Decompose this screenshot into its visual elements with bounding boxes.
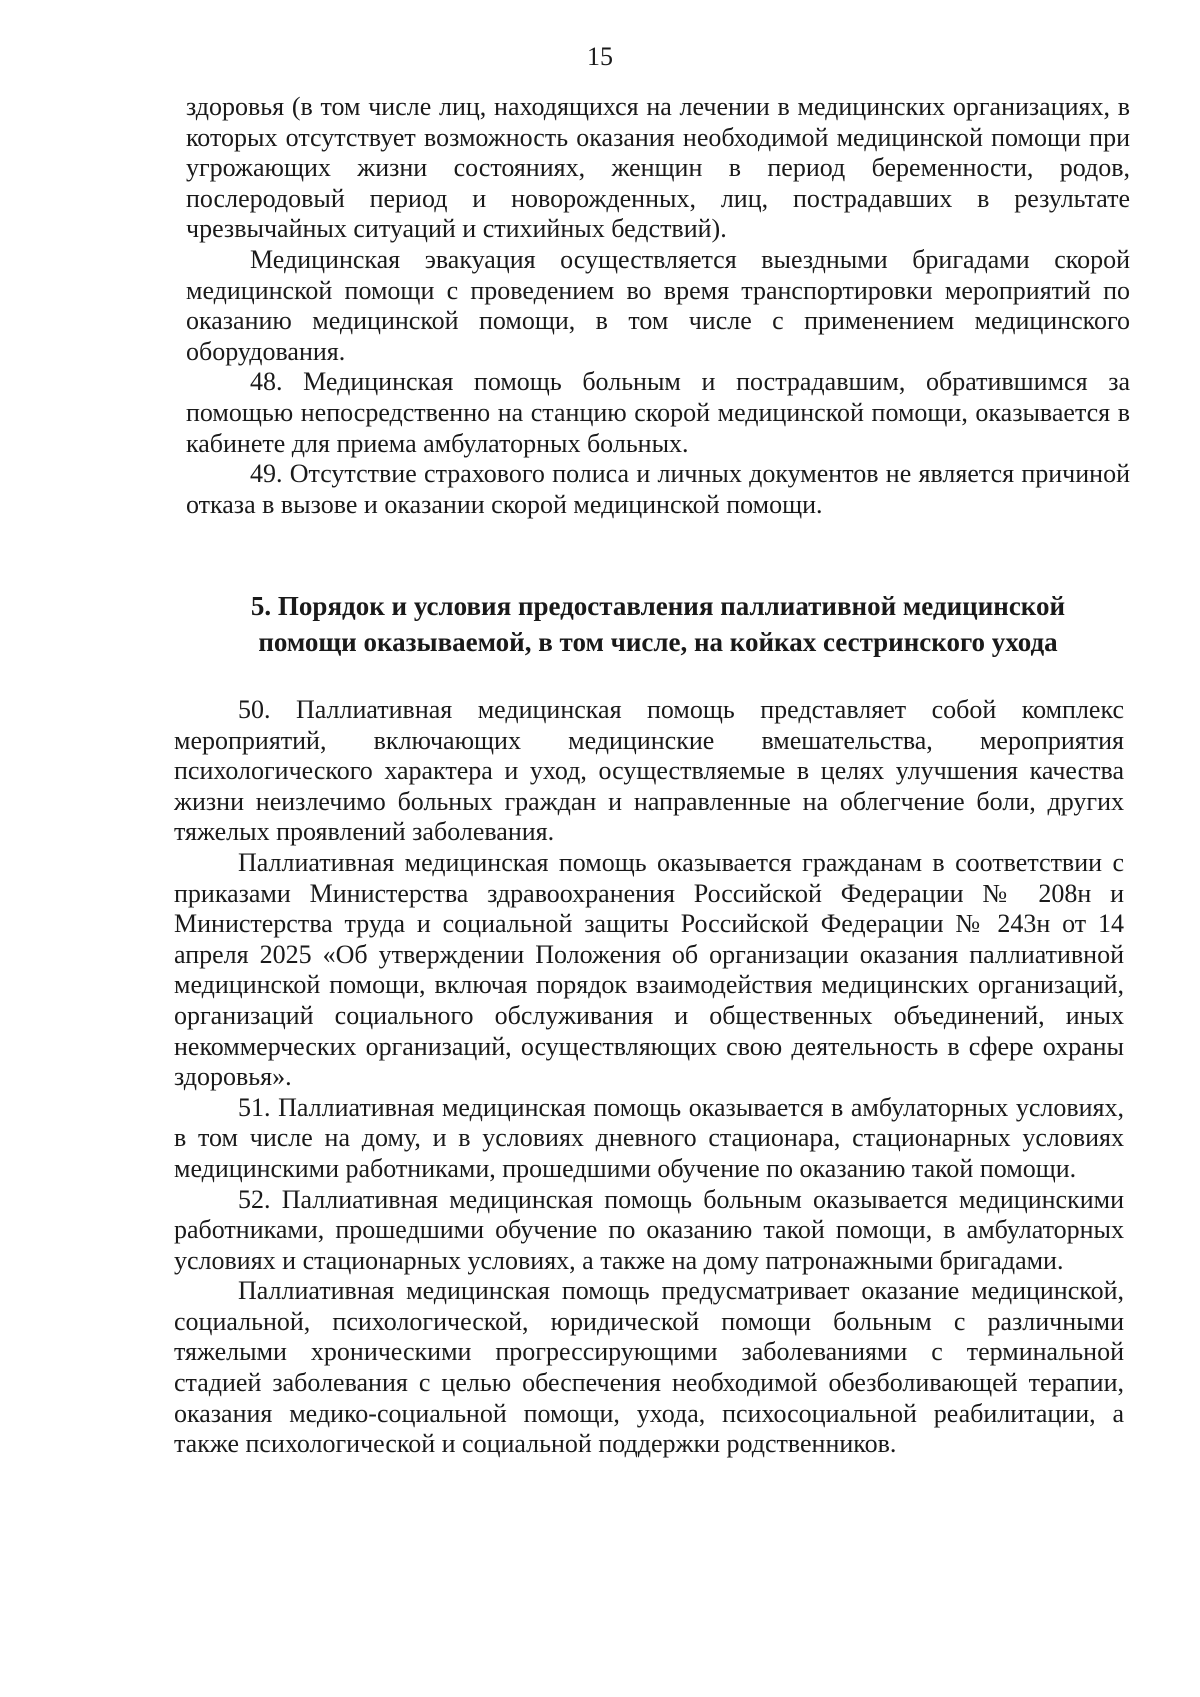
text-block-bottom: [174, 695, 1124, 1460]
section-heading-line-1: 5. Порядок и условия предоставления паллиативной медицинской: [250, 591, 1066, 621]
paragraph-continued: здоровья (в том числе лиц, находящихся на лечении в медицинских организациях, в которых отсутствует возможность оказания необходимой медицинской помощи при угрожающих жизни состояниях, женщин в период беременности, родов, послеродовый период и новорожденных, лиц, пострадавших в результате чрезвычайных ситуаций и стихийных бедствий).: [186, 92, 1130, 244]
paragraph-52: 52. Паллиативная медицинская помощь больным оказывается медицинскими работниками, прошедшими обучение по оказанию такой помощи, в амбулаторных условиях и стационарных условиях, а также на дому патронажными бригадами.: [174, 1184, 1124, 1275]
text-block-top: [186, 92, 1130, 520]
paragraph-palliative-scope: Паллиативная медицинская помощь предусматривает оказание медицинской, социальной, психологической, юридической помощи больным с различными тяжелыми хроническими прогрессирующими заболеваниями с терминальной стадией заболевания с целью обеспечения необходимой обезболивающей терапии, оказания медико-социальной помощи, ухода, психосоциальной реабилитации, а также психологической и социальной поддержки родственников.: [174, 1276, 1124, 1459]
paragraph-evacuation: Медицинская эвакуация осуществляется выездными бригадами скорой медицинской помощи с проведением во время транспортировки мероприятий по оказанию медицинской помощи, в том числе с применением медицинского оборудования.: [186, 244, 1130, 366]
section-heading: [186, 588, 1130, 660]
paragraph-palliative-orders: Паллиативная медицинская помощь оказывается гражданам в соответствии с приказами Министерства здравоохранения Российской Федерации № 208н и Министерства труда и социальной защиты Российской Федерации № 243н от 14 апреля 2025 «Об утверждении Положения об организации оказания паллиативной медицинской помощи, включая порядок взаимодействия медицинских организаций, организаций социального обслуживания и общественных объединений, иных некоммерческих организаций, осуществляющих свою деятельность в сфере охраны здоровья».: [174, 847, 1124, 1092]
paragraph-49: 49. Отсутствие страхового полиса и личных документов не является причиной отказа в вызове и оказании скорой медицинской помощи.: [186, 459, 1130, 519]
page-number: 15: [587, 42, 613, 71]
paragraph-50: 50. Паллиативная медицинская помощь представляет собой комплекс мероприятий, включающих медицинские вмешательства, мероприятия психологического характера и уход, осуществляемые в целях улучшения качества жизни неизлечимо больных граждан и направленные на облегчение боли, других тяжелых проявлений заболевания.: [174, 695, 1124, 847]
paragraph-48: 48. Медицинская помощь больным и пострадавшим, обратившимся за помощью непосредственно на станцию скорой медицинской помощи, оказывается в кабинете для приема амбулаторных больных.: [186, 367, 1130, 458]
section-heading-line-2: помощи оказываемой, в том числе, на койках сестринского ухода: [258, 627, 1058, 657]
paragraph-51: 51. Паллиативная медицинская помощь оказывается в амбулаторных условиях, в том числе на дому, и в условиях дневного стационара, стационарных условиях медицинскими работниками, прошедшими обучение по оказанию такой помощи.: [174, 1092, 1124, 1183]
